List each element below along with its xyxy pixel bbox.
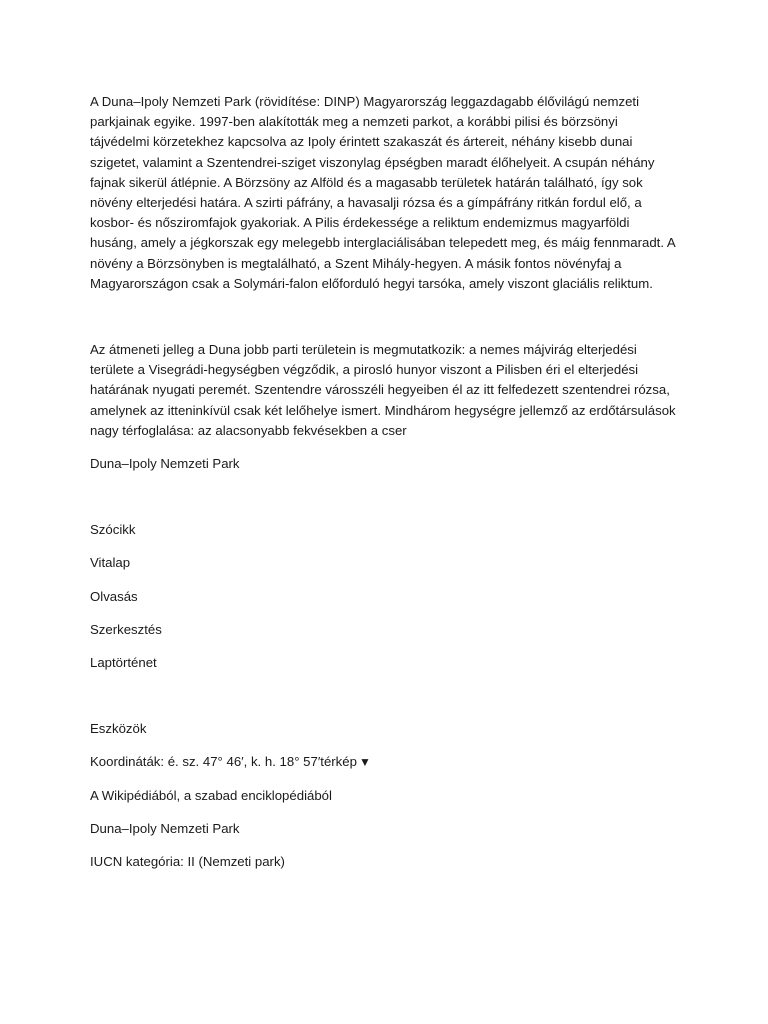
intro-paragraph: A Duna–Ipoly Nemzeti Park (rövidítése: DINP) Magyarország leggazdagabb élővilágú nemzeti parkjainak egyike. 1997-ben alakították meg a nemzeti parkot, a korábbi pilisi és börzsönyi tájvédelmi körzetekhez kapcsolva az Ipoly érintett szakaszát és ártereit, néhány kisebb dunai szigetet, valamint a Szentendrei-sziget viszonylag épségben maradt élőhelyeit. A csupán néhány fajnak sikerül átlépnie. A Börzsöny az Alföld és a magasabb területek határán található, így sok növény elterjedési határa. A szirti páfrány, a havasalji rózsa és a gímpáfrány ritkán fordul elő, a kosbor- és nősziromfajok gyakoriak. A Pilis érdekessége a reliktum endemizmus magyarföldi husáng, amely a jégkorszak egy melegebb interglaciálisában telepedett meg, és máig fennmaradt. A növény a Börzsönyben is megtalálható, a Szent Mihály-hegyen. A másik fontos növényfaj a Magyarországon csak a Solymári-falon előforduló hegyi tarsóka, amely viszont glaciális reliktum. <box>90 94 675 291</box>
nav-talk-link[interactable]: Vitalap <box>90 555 131 571</box>
document-page <box>90 92 680 872</box>
park-title-line: Duna–Ipoly Nemzeti Park <box>90 456 240 472</box>
nav-history-link[interactable]: Laptörténet <box>90 655 157 671</box>
nav-read-link[interactable]: Olvasás <box>90 588 138 604</box>
nav-edit-link[interactable]: Szerkesztés <box>90 621 162 637</box>
iucn-category-line: IUCN kategória: II (Nemzeti park) <box>90 854 285 870</box>
park-title-line-2: Duna–Ipoly Nemzeti Park <box>90 820 240 836</box>
nav-article-link[interactable]: Szócikk <box>90 522 136 538</box>
coordinates-line <box>90 752 680 772</box>
source-line: A Wikipédiából, a szabad enciklopédiából <box>90 787 332 803</box>
coordinates-text[interactable]: Koordináták: é. sz. 47° 46′, k. h. 18° 57′térkép <box>90 754 357 770</box>
triangle-down-icon[interactable]: ▼ <box>358 755 371 770</box>
tools-menu[interactable]: Eszközök <box>90 721 147 737</box>
second-paragraph: Az átmeneti jelleg a Duna jobb parti területein is megmutatkozik: a nemes májvirág elterjedési területe a Visegrádi-hegységben végződik, a pirosló hunyor viszont a Pilisben éri el elterjedési határának nyugati peremét. Szentendre városszéli hegyeiben él az itt felfedezett szentendrei rózsa, amelynek az itteninkívül csak két lelőhelye ismert. Mindhárom hegységre jellemző az erdőtársulások nagy térfoglalása: az alacsonyabb fekvésekben a cser <box>90 342 676 438</box>
